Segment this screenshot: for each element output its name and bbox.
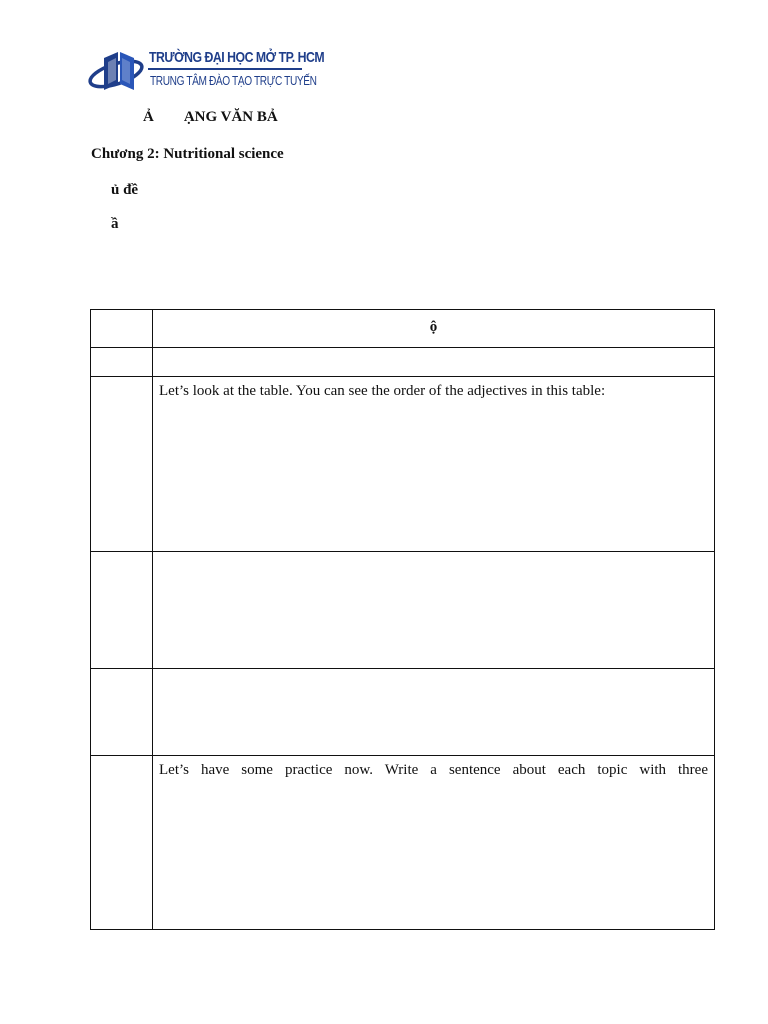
table-cell xyxy=(91,756,153,930)
header-cell-time xyxy=(91,310,153,348)
lesson-table xyxy=(90,309,715,930)
header-cell-content: ộ xyxy=(153,310,715,348)
table-cell xyxy=(91,552,153,669)
document-heading: Ả ẠNG VĂN BẢ xyxy=(143,109,278,125)
part-label: ầ xyxy=(111,216,119,232)
chapter-title: Chương 2: Nutritional science xyxy=(91,146,284,162)
table-row xyxy=(91,669,715,756)
table-cell xyxy=(91,669,153,756)
table-cell xyxy=(153,552,715,669)
table-row xyxy=(91,552,715,669)
table-cell xyxy=(91,377,153,552)
topic-label: ủ đề xyxy=(111,182,139,198)
book-globe-icon xyxy=(88,44,150,96)
table-row xyxy=(91,377,715,552)
table-cell xyxy=(153,348,715,377)
university-logo xyxy=(88,44,325,96)
table-cell: Let’s look at the table. You can see the order of the adjectives in this table: xyxy=(153,377,715,552)
table-row xyxy=(91,348,715,377)
table-cell: Let’s have some practice now. Write a sentence about each topic with three xyxy=(153,756,715,930)
table-cell xyxy=(91,348,153,377)
logo-university-name: TRƯỜNG ĐẠI HỌC MỞ TP. HCM xyxy=(149,49,325,66)
table-cell xyxy=(153,669,715,756)
logo-divider xyxy=(148,68,302,70)
table-header-row xyxy=(91,310,715,348)
logo-center-name: TRUNG TÂM ĐÀO TẠO TRỰC TUYẾN xyxy=(150,73,317,88)
table-row xyxy=(91,756,715,930)
